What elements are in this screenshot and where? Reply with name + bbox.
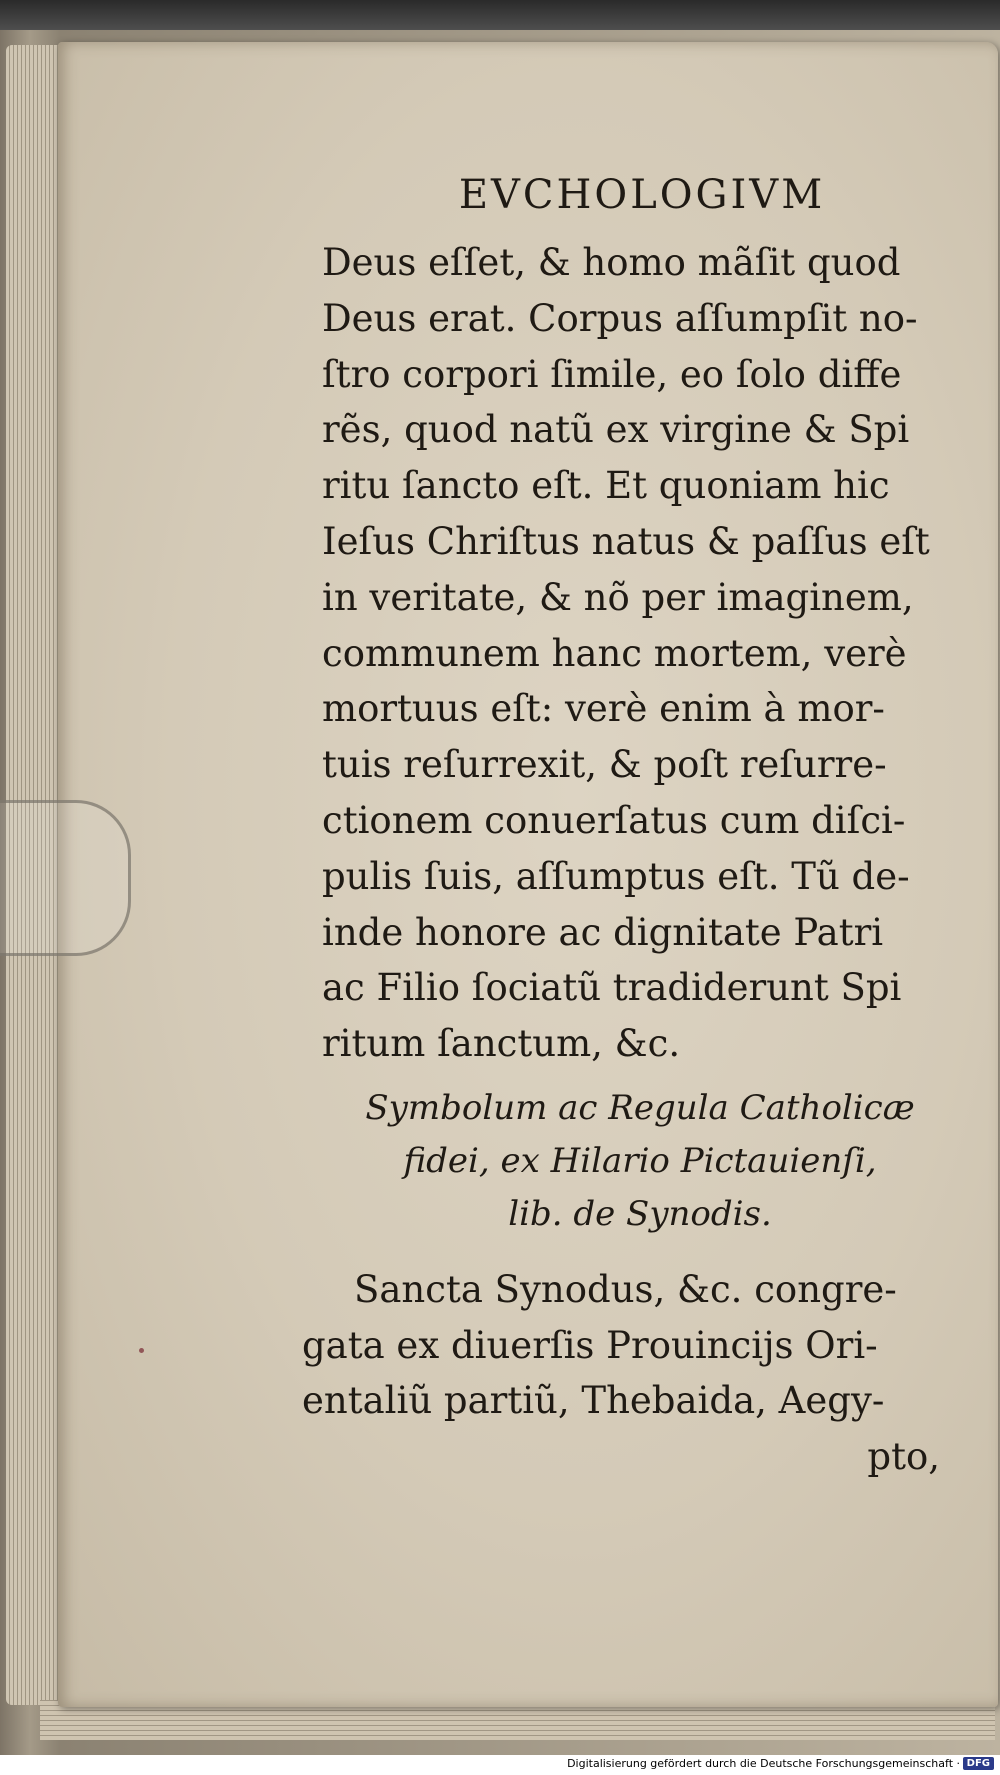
- text-line: ritu ſancto eſt. Et quoniam hic: [322, 464, 890, 508]
- text-line: inde honore ac dignitate Patri: [322, 910, 884, 954]
- text-line: ac Filio ſociatũ tradiderunt Spi: [322, 966, 902, 1010]
- body-text: [322, 235, 972, 1072]
- heading-line: lib. de Synodis.: [508, 1194, 772, 1234]
- text-line: ctionem conuerſatus cum diſci-: [322, 798, 906, 842]
- text-line: ſtro corpori ſimile, eo ſolo diffe: [322, 352, 902, 396]
- text-line: gata ex diuerſis Prouincijs Ori-: [302, 1323, 878, 1367]
- text-line: Sancta Synodus, &c. congre-: [354, 1268, 897, 1311]
- text-line: tuis reſurrexit, & poſt reſurre-: [322, 743, 887, 787]
- text-line: rẽs, quod natũ ex virgine & Spi: [322, 408, 910, 452]
- text-line: ritum ſanctum, &c.: [322, 1022, 681, 1066]
- heading-line: Symbolum ac Regula Catholicæ: [365, 1088, 915, 1128]
- running-head: EVCHOLOGIVM: [458, 172, 826, 218]
- text-line: communem hanc mortem, verè: [322, 631, 907, 675]
- text-line: in veritate, & nõ per imaginem,: [322, 575, 914, 619]
- second-paragraph: [302, 1262, 962, 1484]
- text-line: pulis ſuis, aſſumptus eſt. Tũ de-: [322, 854, 910, 898]
- text-line: mortuus eſt: verè enim à mor-: [322, 687, 885, 731]
- text-line: Deus erat. Corpus aſſumpſit no-: [322, 296, 918, 340]
- text-line: Deus eſſet, & homo mãſit quod: [322, 241, 901, 284]
- section-heading: [330, 1082, 950, 1241]
- heading-line: fidei, ex Hilario Pictauienſi,: [403, 1141, 877, 1181]
- footer-credit: Digitalisierung gefördert durch die Deutsche Forschungsgemeinschaft ·: [567, 1757, 960, 1770]
- text-line: Ieſus Chriſtus natus & paſſus eſt: [322, 519, 930, 563]
- dfg-logo: DFG: [963, 1757, 994, 1770]
- page-clip: [0, 800, 131, 956]
- ink-speck: [139, 1348, 144, 1353]
- text-line: entaliũ partiũ, Thebaida, Aegy-: [302, 1379, 885, 1422]
- catchword: pto,: [867, 1434, 940, 1478]
